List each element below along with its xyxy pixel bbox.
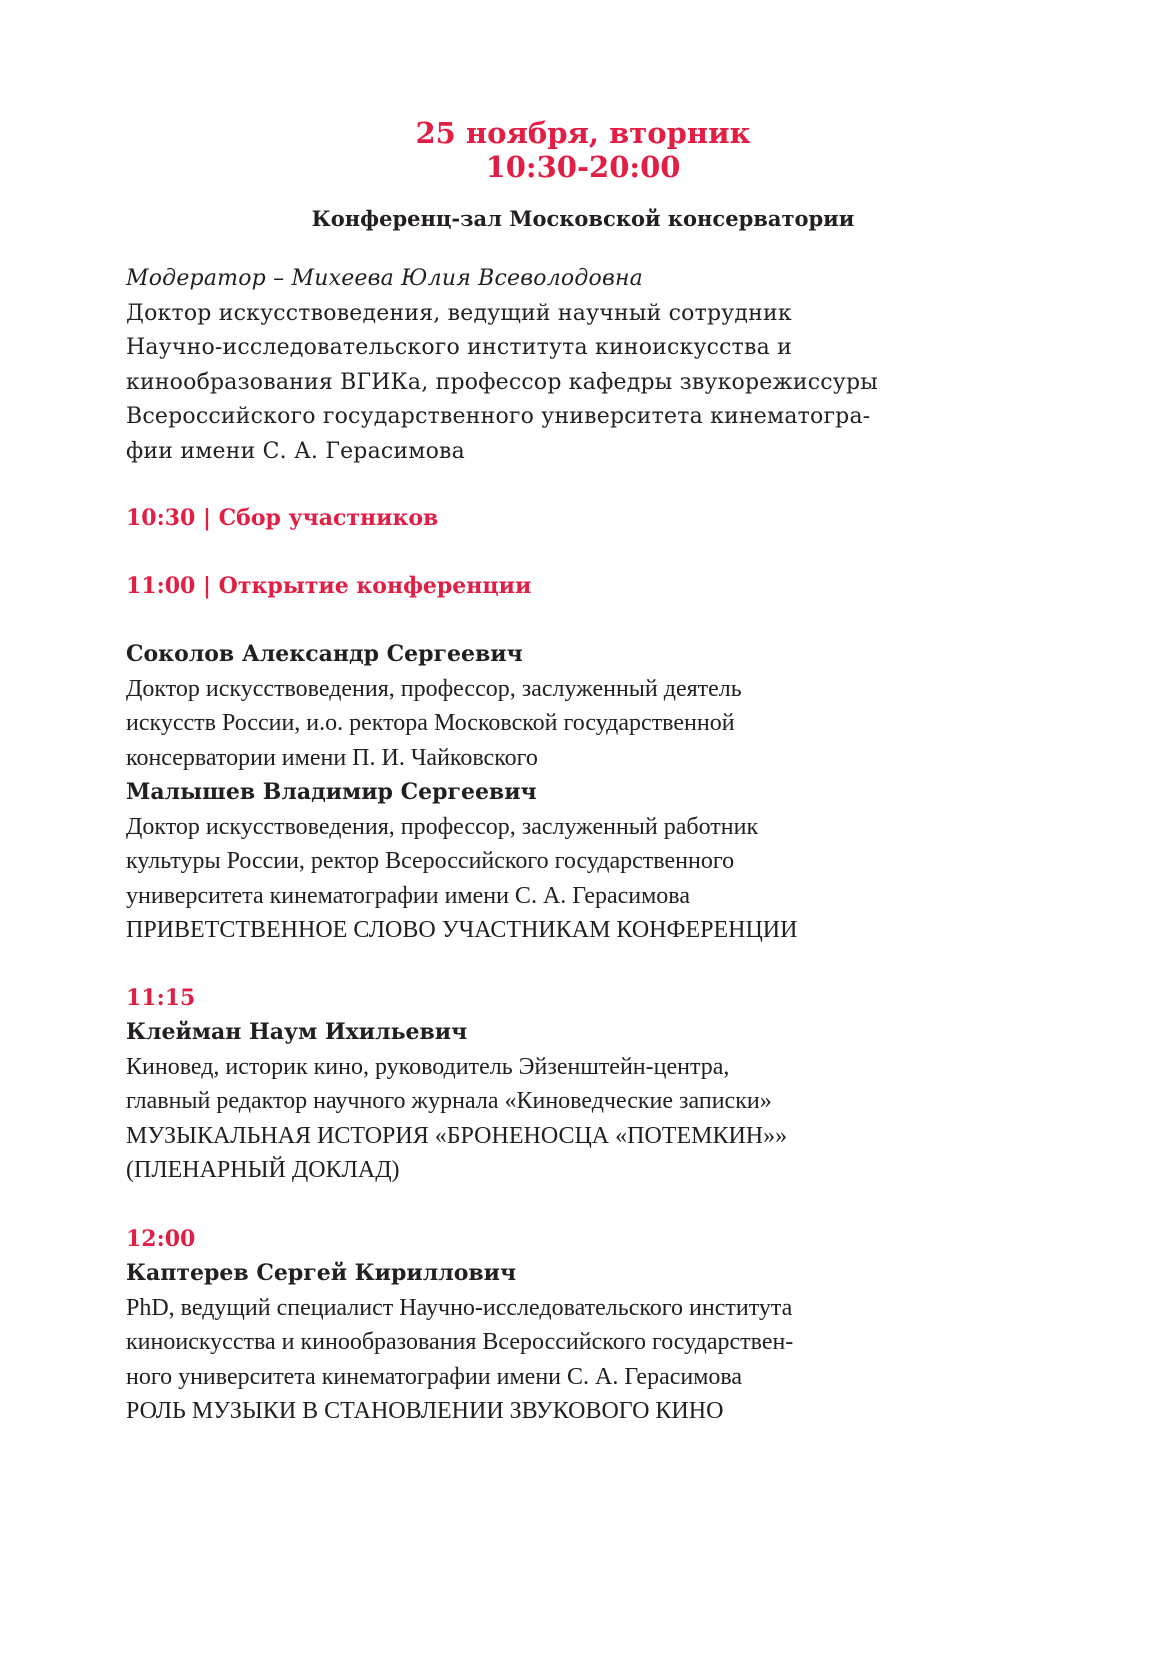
- speaker-description-line: Доктор искусствоведения, профессор, заслуженный деятель: [126, 675, 742, 702]
- speaker-name: Каптерев Сергей Кириллович: [126, 1260, 517, 1286]
- speaker-description-line: консерватории имени П. И. Чайковского: [126, 744, 538, 771]
- moderator-description-line: Доктор искусствоведения, ведущий научный сотрудник: [126, 300, 792, 326]
- moderator-description-line: фии имени С. А. Герасимова: [126, 438, 465, 464]
- speaker-name: Малышев Владимир Сергеевич: [126, 779, 537, 805]
- talk-title-line: МУЗЫКАЛЬНАЯ ИСТОРИЯ «БРОНЕНОСЦА «ПОТЕМКИН»»: [126, 1122, 788, 1149]
- event-time-range: 10:30-20:00: [485, 150, 681, 184]
- speaker-block: [126, 637, 1046, 948]
- moderator-description-line: Научно-исследовательского института киноискусства и: [126, 335, 792, 360]
- speaker-description-line: ного университета кинематографии имени С. А. Герасимова: [126, 1363, 743, 1390]
- schedule-slot: [126, 503, 1046, 533]
- talk-time: 11:15: [126, 985, 196, 1011]
- speaker-description-line: PhD, ведущий специалист Научно-исследовательского института: [126, 1294, 793, 1321]
- speaker-description-line: киноискусства и кинообразования Всероссийского государствен-: [126, 1329, 794, 1355]
- speaker-description-line: искусств России, и.о. ректора Московской государственной: [126, 710, 735, 736]
- speaker-description-line: университета кинематографии имени С. А. Герасимова: [126, 882, 690, 909]
- moderator-block: [126, 262, 1046, 469]
- speaker-description-line: культуры России, ректор Всероссийского государственного: [126, 848, 735, 874]
- talk-title-line: ПРИВЕТСТВЕННОЕ СЛОВО УЧАСТНИКАМ КОНФЕРЕНЦИИ: [126, 917, 798, 943]
- event-date: 25 ноября, вторник: [415, 116, 751, 150]
- speaker-description-line: Доктор искусствоведения, профессор, заслуженный работник: [126, 813, 759, 840]
- speaker-name: Соколов Александр Сергеевич: [126, 641, 523, 667]
- talk-time: 12:00: [126, 1226, 196, 1252]
- event-venue: Конференц-зал Московской консерватории: [311, 206, 855, 231]
- speaker-description-line: Киновед, историк кино, руководитель Эйзенштейн-центра,: [126, 1053, 730, 1080]
- schedule-slot: [126, 571, 1046, 601]
- talk-title-line: (ПЛЕНАРНЫЙ ДОКЛАД): [126, 1157, 400, 1183]
- moderator-description-line: Всероссийского государственного университета кинематогра-: [126, 404, 871, 429]
- talk-block: [126, 981, 1046, 1188]
- moderator-label: Модератор – Михеева Юлия Всеволодовна: [126, 266, 643, 291]
- slot-gathering: 10:30 | Сбор участников: [126, 505, 439, 531]
- speaker-description-line: главный редактор научного журнала «Киноведческие записки»: [126, 1088, 772, 1114]
- talk-block: [126, 1222, 1046, 1429]
- speaker-name: Клейман Наум Ихильевич: [126, 1019, 468, 1045]
- moderator-description-line: кинообразования ВГИКа, профессор кафедры звукорежиссуры: [126, 369, 878, 395]
- talk-title-line: РОЛЬ МУЗЫКИ В СТАНОВЛЕНИИ ЗВУКОВОГО КИНО: [126, 1398, 724, 1424]
- slot-opening: 11:00 | Открытие конференции: [126, 573, 532, 599]
